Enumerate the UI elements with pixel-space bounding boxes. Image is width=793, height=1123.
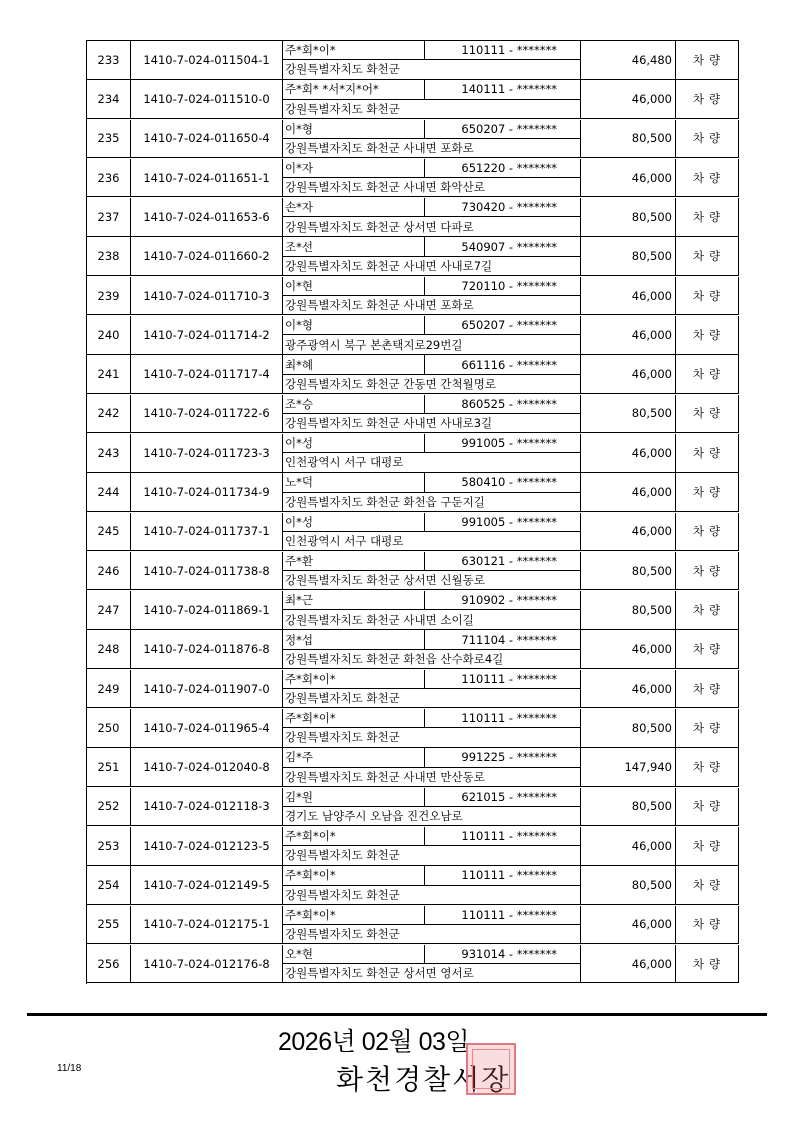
address: 강원특별자치도 화천군 사내면 사내로7길 xyxy=(283,257,581,276)
table-row xyxy=(87,552,739,591)
address: 강원특별자치도 화천군 상서면 다파로 xyxy=(283,217,581,236)
category: 차량 xyxy=(676,316,739,355)
table-row xyxy=(87,277,739,316)
category: 차량 xyxy=(676,709,739,748)
person-name: 주*환 xyxy=(283,552,425,571)
registration-number: 621015 - ******* xyxy=(425,788,581,807)
row-number: 243 xyxy=(87,434,131,473)
table-row xyxy=(87,473,739,512)
registration-number: 630121 - ******* xyxy=(425,552,581,571)
table-row xyxy=(87,316,739,355)
row-number: 234 xyxy=(87,80,131,119)
record-id: 1410-7-024-011876-8 xyxy=(131,630,283,669)
person-name: 최*근 xyxy=(283,591,425,610)
person-name: 노*덕 xyxy=(283,473,425,492)
page-number: 11/18 xyxy=(57,1063,82,1074)
registration-number: 110111 - ******* xyxy=(425,41,581,60)
category: 차량 xyxy=(676,513,739,552)
table-row xyxy=(87,748,739,787)
person-name: 주*회*이* xyxy=(283,906,425,925)
issue-date: 2026년 02월 03일 xyxy=(278,1028,470,1056)
amount: 80,500 xyxy=(581,709,676,748)
address: 강원특별자치도 화천군 xyxy=(283,886,581,905)
records-table xyxy=(86,40,739,984)
address: 강원특별자치도 화천군 화천읍 구둔지길 xyxy=(283,493,581,512)
amount: 147,940 xyxy=(581,748,676,787)
address: 강원특별자치도 화천군 화천읍 산수화로4길 xyxy=(283,650,581,669)
person-name: 이*성 xyxy=(283,513,425,532)
table-row xyxy=(87,41,739,80)
registration-number: 991005 - ******* xyxy=(425,513,581,532)
row-number: 252 xyxy=(87,788,131,827)
address: 강원특별자치도 화천군 상서면 영서로 xyxy=(283,964,581,983)
record-id: 1410-7-024-011738-8 xyxy=(131,552,283,591)
record-id: 1410-7-024-011504-1 xyxy=(131,41,283,80)
category: 차량 xyxy=(676,906,739,945)
record-id: 1410-7-024-012118-3 xyxy=(131,788,283,827)
address: 강원특별자치도 화천군 사내면 만산동로 xyxy=(283,768,581,787)
amount: 46,000 xyxy=(581,80,676,119)
category: 차량 xyxy=(676,198,739,237)
record-id: 1410-7-024-011869-1 xyxy=(131,591,283,630)
table-row xyxy=(87,630,739,669)
record-id: 1410-7-024-011651-1 xyxy=(131,159,283,198)
address: 강원특별자치도 화천군 xyxy=(283,925,581,944)
person-name: 주*회*이* xyxy=(283,41,425,60)
category: 차량 xyxy=(676,788,739,827)
address: 강원특별자치도 화천군 xyxy=(283,100,581,119)
row-number: 254 xyxy=(87,866,131,905)
table-row xyxy=(87,434,739,473)
category: 차량 xyxy=(676,670,739,709)
person-name: 이*형 xyxy=(283,120,425,139)
category: 차량 xyxy=(676,552,739,591)
registration-number: 711104 - ******* xyxy=(425,630,581,649)
record-id: 1410-7-024-011510-0 xyxy=(131,80,283,119)
person-name: 오*현 xyxy=(283,945,425,964)
amount: 46,000 xyxy=(581,630,676,669)
amount: 46,000 xyxy=(581,906,676,945)
row-number: 249 xyxy=(87,670,131,709)
category: 차량 xyxy=(676,866,739,905)
row-number: 239 xyxy=(87,277,131,316)
registration-number: 140111 - ******* xyxy=(425,80,581,99)
person-name: 김*원 xyxy=(283,788,425,807)
record-id: 1410-7-024-012040-8 xyxy=(131,748,283,787)
person-name: 주*회*이* xyxy=(283,827,425,846)
address: 강원특별자치도 화천군 xyxy=(283,728,581,747)
amount: 80,500 xyxy=(581,198,676,237)
table-row xyxy=(87,827,739,866)
record-id: 1410-7-024-011723-3 xyxy=(131,434,283,473)
person-name: 주*회* *서*지*어* xyxy=(283,80,425,99)
category: 차량 xyxy=(676,120,739,159)
record-id: 1410-7-024-011660-2 xyxy=(131,237,283,276)
record-id: 1410-7-024-011722-6 xyxy=(131,395,283,434)
record-id: 1410-7-024-012123-5 xyxy=(131,827,283,866)
row-number: 251 xyxy=(87,748,131,787)
amount: 80,500 xyxy=(581,237,676,276)
amount: 46,000 xyxy=(581,277,676,316)
row-number: 245 xyxy=(87,513,131,552)
table-row xyxy=(87,159,739,198)
person-name: 최*혜 xyxy=(283,355,425,374)
address: 인천광역시 서구 대평로 xyxy=(283,453,581,472)
row-number: 240 xyxy=(87,316,131,355)
person-name: 손*자 xyxy=(283,198,425,217)
row-number: 256 xyxy=(87,945,131,984)
record-id: 1410-7-024-011734-9 xyxy=(131,473,283,512)
person-name: 주*회*이* xyxy=(283,709,425,728)
person-name: 이*자 xyxy=(283,159,425,178)
person-name: 이*성 xyxy=(283,434,425,453)
category: 차량 xyxy=(676,591,739,630)
record-id: 1410-7-024-011907-0 xyxy=(131,670,283,709)
table-row xyxy=(87,395,739,434)
record-id: 1410-7-024-011653-6 xyxy=(131,198,283,237)
category: 차량 xyxy=(676,277,739,316)
record-id: 1410-7-024-011650-4 xyxy=(131,120,283,159)
issuing-office: 화천경찰서장 xyxy=(336,1064,511,1095)
table-row xyxy=(87,591,739,630)
table-row xyxy=(87,120,739,159)
record-id: 1410-7-024-012149-5 xyxy=(131,866,283,905)
category: 차량 xyxy=(676,237,739,276)
record-id: 1410-7-024-012176-8 xyxy=(131,945,283,984)
registration-number: 860525 - ******* xyxy=(425,395,581,414)
category: 차량 xyxy=(676,630,739,669)
footer-divider xyxy=(27,1013,767,1016)
record-id: 1410-7-024-011714-2 xyxy=(131,316,283,355)
address: 강원특별자치도 화천군 xyxy=(283,846,581,865)
row-number: 247 xyxy=(87,591,131,630)
amount: 80,500 xyxy=(581,395,676,434)
amount: 80,500 xyxy=(581,552,676,591)
row-number: 241 xyxy=(87,355,131,394)
person-name: 정*섭 xyxy=(283,630,425,649)
table-row xyxy=(87,866,739,905)
category: 차량 xyxy=(676,159,739,198)
amount: 80,500 xyxy=(581,120,676,159)
row-number: 236 xyxy=(87,159,131,198)
category: 차량 xyxy=(676,473,739,512)
row-number: 242 xyxy=(87,395,131,434)
person-name: 조*승 xyxy=(283,395,425,414)
record-id: 1410-7-024-012175-1 xyxy=(131,906,283,945)
address: 강원특별자치도 화천군 사내면 포화로 xyxy=(283,296,581,315)
address: 강원특별자치도 화천군 사내면 사내로3길 xyxy=(283,414,581,433)
row-number: 244 xyxy=(87,473,131,512)
category: 차량 xyxy=(676,945,739,984)
row-number: 248 xyxy=(87,630,131,669)
record-id: 1410-7-024-011717-4 xyxy=(131,355,283,394)
table-row xyxy=(87,355,739,394)
registration-number: 730420 - ******* xyxy=(425,198,581,217)
address: 강원특별자치도 화천군 사내면 화악산로 xyxy=(283,178,581,197)
person-name: 주*회*이* xyxy=(283,866,425,885)
address: 강원특별자치도 화천군 사내면 소이길 xyxy=(283,610,581,629)
amount: 80,500 xyxy=(581,788,676,827)
row-number: 255 xyxy=(87,906,131,945)
category: 차량 xyxy=(676,434,739,473)
table-row xyxy=(87,906,739,945)
registration-number: 650207 - ******* xyxy=(425,316,581,335)
category: 차량 xyxy=(676,827,739,866)
person-name: 이*형 xyxy=(283,316,425,335)
category: 차량 xyxy=(676,395,739,434)
registration-number: 991005 - ******* xyxy=(425,434,581,453)
amount: 46,000 xyxy=(581,316,676,355)
amount: 46,000 xyxy=(581,945,676,984)
registration-number: 910902 - ******* xyxy=(425,591,581,610)
person-name: 이*현 xyxy=(283,277,425,296)
table-row xyxy=(87,788,739,827)
row-number: 238 xyxy=(87,237,131,276)
record-id: 1410-7-024-011710-3 xyxy=(131,277,283,316)
table-row xyxy=(87,709,739,748)
amount: 46,480 xyxy=(581,41,676,80)
registration-number: 110111 - ******* xyxy=(425,709,581,728)
table-row xyxy=(87,237,739,276)
amount: 46,000 xyxy=(581,513,676,552)
registration-number: 991225 - ******* xyxy=(425,748,581,767)
registration-number: 110111 - ******* xyxy=(425,670,581,689)
row-number: 246 xyxy=(87,552,131,591)
person-name: 주*회*이* xyxy=(283,670,425,689)
amount: 46,000 xyxy=(581,434,676,473)
registration-number: 651220 - ******* xyxy=(425,159,581,178)
table-row xyxy=(87,945,739,984)
registration-number: 110111 - ******* xyxy=(425,866,581,885)
amount: 46,000 xyxy=(581,827,676,866)
registration-number: 110111 - ******* xyxy=(425,906,581,925)
address: 경기도 남양주시 오남읍 진건오남로 xyxy=(283,807,581,826)
address: 광주광역시 북구 본촌택지로29번길 xyxy=(283,335,581,354)
amount: 80,500 xyxy=(581,866,676,905)
category: 차량 xyxy=(676,355,739,394)
registration-number: 540907 - ******* xyxy=(425,237,581,256)
category: 차량 xyxy=(676,41,739,80)
record-id: 1410-7-024-011965-4 xyxy=(131,709,283,748)
amount: 46,000 xyxy=(581,355,676,394)
registration-number: 661116 - ******* xyxy=(425,355,581,374)
address: 강원특별자치도 화천군 간동면 간척월명로 xyxy=(283,375,581,394)
table-row xyxy=(87,80,739,119)
category: 차량 xyxy=(676,80,739,119)
amount: 46,000 xyxy=(581,670,676,709)
address: 강원특별자치도 화천군 xyxy=(283,60,581,79)
registration-number: 931014 - ******* xyxy=(425,945,581,964)
registration-number: 110111 - ******* xyxy=(425,827,581,846)
table-row xyxy=(87,670,739,709)
table-row xyxy=(87,198,739,237)
registration-number: 580410 - ******* xyxy=(425,473,581,492)
row-number: 250 xyxy=(87,709,131,748)
row-number: 237 xyxy=(87,198,131,237)
row-number: 233 xyxy=(87,41,131,80)
official-seal-stamp xyxy=(466,1043,516,1095)
address: 인천광역시 서구 대평로 xyxy=(283,532,581,551)
address: 강원특별자치도 화천군 사내면 포화로 xyxy=(283,139,581,158)
amount: 46,000 xyxy=(581,473,676,512)
address: 강원특별자치도 화천군 상서면 신월동로 xyxy=(283,571,581,590)
row-number: 253 xyxy=(87,827,131,866)
person-name: 김*주 xyxy=(283,748,425,767)
amount: 80,500 xyxy=(581,591,676,630)
registration-number: 720110 - ******* xyxy=(425,277,581,296)
registration-number: 650207 - ******* xyxy=(425,120,581,139)
table-row xyxy=(87,513,739,552)
record-id: 1410-7-024-011737-1 xyxy=(131,513,283,552)
category: 차량 xyxy=(676,748,739,787)
person-name: 조*선 xyxy=(283,237,425,256)
amount: 46,000 xyxy=(581,159,676,198)
row-number: 235 xyxy=(87,120,131,159)
address: 강원특별자치도 화천군 xyxy=(283,689,581,708)
